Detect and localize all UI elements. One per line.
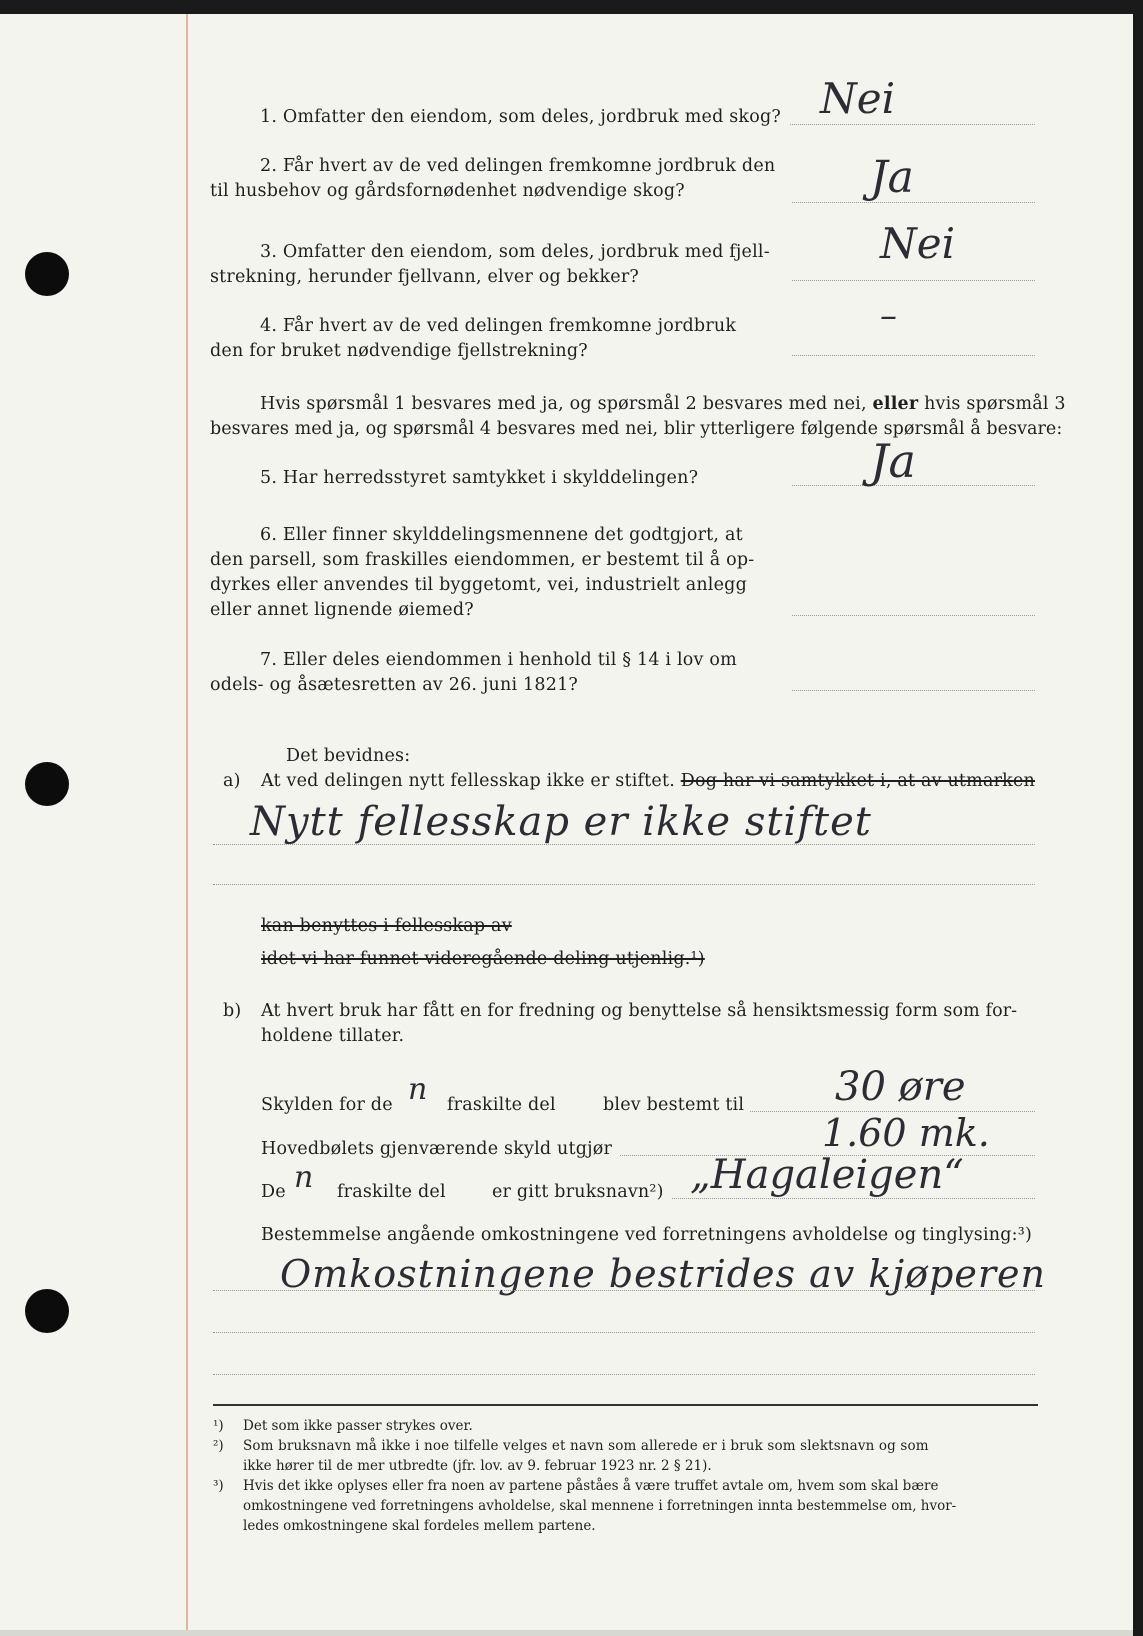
answer-4-handwritten: – <box>880 296 897 336</box>
document-page <box>0 14 1133 1636</box>
page-edge <box>0 1630 1133 1636</box>
footnote-1: Det som ikke passer strykes over. <box>243 1418 473 1434</box>
navn-label: De <box>261 1182 286 1202</box>
answer-line <box>792 615 1035 616</box>
question-4-line1: 4. Får hvert av de ved delingen fremkomne jordbruk <box>260 316 737 336</box>
footnote-3-line3: ledes omkostningene skal fordeles mellem partene. <box>243 1518 596 1534</box>
item-a-text: At ved delingen nytt fellesskap ikke er stiftet. Dog har vi samtykket i, at av utmarken <box>261 771 1035 791</box>
item-a-handwritten: Nytt fellesskap er ikke stiftet <box>250 799 872 845</box>
navn-label-c: er gitt bruksnavn²) <box>492 1182 664 1202</box>
footnote-2-line1: Som bruksnavn må ikke i noe tilfelle velges et navn som allerede er i bruk som slektsnavn og som <box>243 1438 929 1454</box>
answer-1-handwritten: Nei <box>820 74 896 123</box>
item-a-line2: kan benyttes i fellesskap av <box>261 916 512 936</box>
question-7-line1: 7. Eller deles eiendommen i henhold til § 14 i lov om <box>260 650 737 670</box>
answer-line <box>792 690 1035 691</box>
question-4-line2: den for bruket nødvendige fjellstrekning? <box>210 341 588 361</box>
skyld-handwritten-n: n <box>408 1072 428 1107</box>
answer-line <box>792 355 1035 356</box>
question-1: 1. Omfatter den eiendom, som deles, jordbruk med skog? <box>260 107 781 127</box>
navn-value-handwritten: „Hagaleigen“ <box>690 1152 964 1198</box>
footnote-3-line2: omkostningene ved forretningens avholdelse, skal mennene i forretningen innta bestemmelse om, hvor- <box>243 1498 957 1514</box>
question-7-line2: odels- og åsætesretten av 26. juni 1821? <box>210 675 578 695</box>
certify-heading: Det bevidnes: <box>286 746 411 766</box>
fill-line <box>213 1290 1035 1291</box>
question-6-line2: den parsell, som fraskilles eiendommen, er bestemt til å op- <box>210 550 755 570</box>
footnote-2-line2: ikke hører til de mer utbredte (jfr. lov. av 9. februar 1923 nr. 2 § 21). <box>243 1458 712 1474</box>
question-2-line1: 2. Får hvert av de ved delingen fremkomne jordbruk den <box>260 156 776 176</box>
fill-line <box>213 1374 1035 1375</box>
question-2-line2: til husbehov og gårdsfornødenhet nødvendige skog? <box>210 181 685 201</box>
item-a-line3: idet vi har funnet videregående deling utjenlig.¹) <box>261 949 705 969</box>
hoved-value-handwritten: 1.60 mk. <box>822 1111 990 1155</box>
footnote-2-marker: ²) <box>213 1438 224 1454</box>
margin-line <box>186 14 188 1636</box>
question-3-line2: strekning, herunder fjellvann, elver og bekker? <box>210 267 639 287</box>
navn-line <box>672 1198 1035 1199</box>
item-b-line2: holdene tillater. <box>261 1026 405 1046</box>
question-5: 5. Har herredsstyret samtykket i skylddelingen? <box>260 468 699 488</box>
skyld-label: Skylden for de <box>261 1095 393 1115</box>
skyld-value-handwritten: 30 øre <box>835 1064 966 1110</box>
question-3-line1: 3. Omfatter den eiendom, som deles, jordbruk med fjell- <box>260 242 770 262</box>
punch-hole <box>25 252 69 296</box>
bestemmelse-handwritten: Omkostningene bestrides av kjøperen <box>280 1252 1046 1296</box>
punch-hole <box>25 762 69 806</box>
fill-line <box>213 844 1035 845</box>
answer-line <box>790 124 1035 125</box>
item-a-label: a) <box>223 771 241 791</box>
question-6-line4: eller annet lignende øiemed? <box>210 600 474 620</box>
conditional-intro-line2: besvares med ja, og spørsmål 4 besvares med nei, blir ytterligere følgende spørsmål å besvare: <box>210 419 1063 439</box>
navn-label-b: fraskilte del <box>337 1182 446 1202</box>
footnote-rule <box>213 1404 1038 1406</box>
skyld-label-b: fraskilte del <box>447 1095 556 1115</box>
item-b-line1: At hvert bruk har fått en for fredning og benyttelse så hensiktsmessig form som for- <box>261 1001 1018 1021</box>
answer-2-handwritten: Ja <box>870 152 914 203</box>
conditional-intro-line1: Hvis spørsmål 1 besvares med ja, og spørsmål 2 besvares med nei, eller hvis spørsmål 3 <box>260 394 1066 414</box>
bestemmelse-label: Bestemmelse angående omkostningene ved forretningens avholdelse og tinglysing:³) <box>261 1225 1032 1245</box>
fill-line <box>213 1332 1035 1333</box>
hoved-label: Hovedbølets gjenværende skyld utgjør <box>261 1139 613 1159</box>
answer-5-handwritten: Ja <box>870 434 916 488</box>
punch-hole <box>25 1289 69 1333</box>
answer-3-handwritten: Nei <box>880 219 956 268</box>
fill-line <box>213 884 1035 885</box>
navn-handwritten-n: n <box>294 1160 314 1195</box>
question-6-line1: 6. Eller finner skylddelingsmennene det godtgjort, at <box>260 525 743 545</box>
footnote-1-marker: ¹) <box>213 1418 224 1434</box>
footnote-3-marker: ³) <box>213 1478 224 1494</box>
question-6-line3: dyrkes eller anvendes til byggetomt, vei, industrielt anlegg <box>210 575 747 595</box>
item-b-label: b) <box>223 1001 242 1021</box>
footnote-3-line1: Hvis det ikke oplyses eller fra noen av partene påståes å være truffet avtale om, hvem som skal bære <box>243 1478 939 1494</box>
skyld-label-c: blev bestemt til <box>603 1095 745 1115</box>
answer-line <box>792 280 1035 281</box>
